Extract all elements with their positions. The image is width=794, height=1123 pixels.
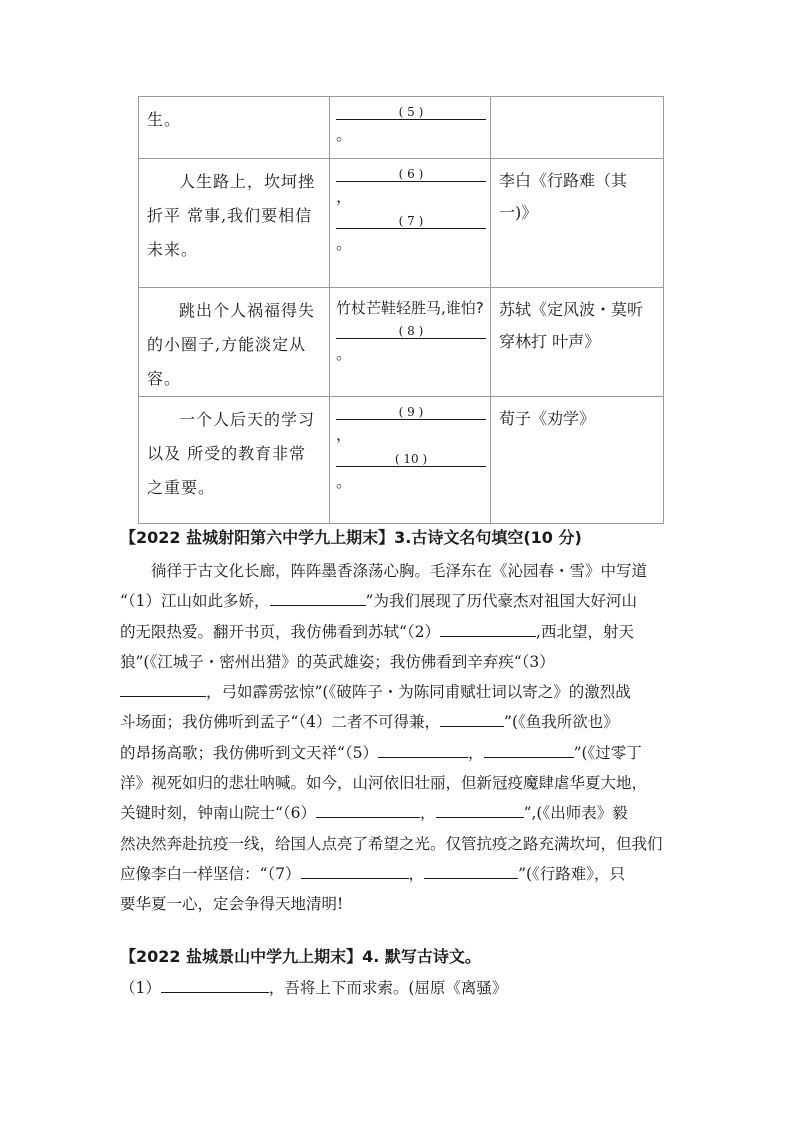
paragraph-text: ”,(《出师表》毅 <box>523 804 628 823</box>
paragraph-line <box>120 768 676 798</box>
paragraph-text: 然决然奔赴抗疫一线，给国人点亮了希望之光。仅管抗疫之路充满坎坷，但我们 <box>120 834 663 853</box>
paragraph-text: 的无限热爱。翻开书页，我仿佛看到苏轼“（2） <box>120 622 441 641</box>
punctuation: 。 <box>336 344 353 363</box>
paragraph-text: 应像李白一样坚信：“（7） <box>120 864 301 883</box>
source-text: 苏轼《定风波・莫听穿林打 叶声》 <box>499 300 644 351</box>
paragraph-text: 斗场面；我仿佛听到孟子“（4）二者不可得兼， <box>120 713 441 732</box>
punctuation: ， <box>336 187 353 206</box>
answer-blank[interactable] <box>424 862 518 879</box>
blank-cell <box>330 288 491 397</box>
answer-blank-10[interactable]: ( 10 ) <box>336 452 486 467</box>
answer-blank-7[interactable]: ( 7 ) <box>336 214 486 229</box>
blank-cell <box>330 97 491 159</box>
table-row <box>139 97 664 159</box>
punctuation: ， <box>336 425 353 444</box>
table-row <box>139 159 664 288</box>
paragraph-text: 洋》视死如归的悲壮呐喊。如今，山河依旧壮丽，但新冠疫魔肆虐华夏大地， <box>120 774 648 793</box>
verse-text: 竹杖芒鞋轻胜马,谁怕? <box>336 299 484 317</box>
blank-cell <box>330 397 491 524</box>
paragraph-line <box>120 889 676 919</box>
source-cell <box>491 288 664 397</box>
punctuation: 。 <box>336 472 353 491</box>
answer-blank[interactable] <box>436 801 524 818</box>
paragraph-line <box>120 738 676 768</box>
answer-blank-5[interactable]: ( 5 ) <box>336 105 486 120</box>
paragraph-text: 狼”(《江城子・密州出猎》的英武雄姿；我仿佛看到辛弃疾“（3） <box>120 652 555 671</box>
paragraph-text: ”(《行路难》，只 <box>518 864 626 883</box>
paragraph-text: ， <box>468 743 484 762</box>
poem-table <box>138 96 664 524</box>
answer-blank[interactable] <box>440 710 504 727</box>
paragraph-line <box>120 647 676 677</box>
answer-blank-9[interactable]: ( 9 ) <box>336 405 486 420</box>
paragraph-line <box>120 859 676 889</box>
question-4-line <box>120 973 676 1003</box>
theme-text: 一个人后天的学习以及 所受的教育非常之重要。 <box>147 410 316 497</box>
theme-text: 跳出个人祸福得失的小圈子,方能淡定从容。 <box>147 301 316 388</box>
answer-blank-8[interactable]: ( 8 ) <box>336 324 486 339</box>
answer-blank[interactable] <box>270 589 366 606</box>
table-row <box>139 397 664 524</box>
source-text <box>491 97 663 103</box>
question-4-heading: 【2022 盐城景山中学九上期末】4. 默写古诗文。 <box>120 947 481 966</box>
source-cell <box>491 397 664 524</box>
theme-cell <box>139 397 330 524</box>
paragraph-text: 的昂扬高歌；我仿佛听到文天祥“（5） <box>120 743 379 762</box>
theme-cell <box>139 288 330 397</box>
answer-blank[interactable] <box>484 741 574 758</box>
source-cell <box>491 97 664 159</box>
paragraph-text: ”为我们展现了历代豪杰对祖国大好河山 <box>365 592 637 611</box>
paragraph-text: ，弓如霹雳弦惊”(《破阵子・为陈同甫赋壮词以寄之》的激烈战 <box>206 683 631 702</box>
paragraph-text: ”(《过零丁 <box>573 743 642 762</box>
source-cell <box>491 159 664 288</box>
paragraph-line <box>120 677 676 707</box>
paragraph-text: ,西北望，射天 <box>536 622 634 641</box>
paragraph-line <box>120 707 676 737</box>
paragraph-text: ”(《鱼我所欲也》 <box>504 713 619 732</box>
paragraph-line <box>120 798 676 828</box>
answer-blank[interactable] <box>316 801 420 818</box>
paragraph-text: “（1）江山如此多娇， <box>120 592 270 611</box>
answer-blank[interactable] <box>161 976 269 993</box>
source-text: 李白《行路难（其一)》 <box>499 171 628 222</box>
answer-blank[interactable] <box>120 680 206 697</box>
source-text: 荀子《劝学》 <box>499 409 596 428</box>
punctuation: 。 <box>336 125 353 144</box>
theme-cell <box>139 159 330 288</box>
answer-blank[interactable] <box>378 741 468 758</box>
verse-text: ，吾将上下而求索。(屈原《离骚》 <box>268 979 508 997</box>
paragraph-line <box>120 617 676 647</box>
theme-text: 生。 <box>147 110 182 129</box>
paragraph-line <box>120 586 676 616</box>
punctuation: 。 <box>336 234 353 253</box>
paragraph-text: 要华夏一心，定会争得天地清明! <box>120 895 344 914</box>
paragraph-text: ， <box>408 864 425 883</box>
table-row <box>139 288 664 397</box>
answer-blank[interactable] <box>301 862 409 879</box>
paragraph-text: 徜徉于古文化长廊，阵阵墨香涤荡心胸。毛泽东在《沁园春・雪》中写道 <box>151 562 648 580</box>
theme-cell <box>139 97 330 159</box>
paragraph-text: ， <box>420 804 436 823</box>
question-3-paragraph <box>120 556 676 920</box>
paragraph-text: 关键时刻，钟南山院士“（6） <box>120 804 317 823</box>
answer-blank[interactable] <box>440 620 536 637</box>
answer-blank-6[interactable]: ( 6 ) <box>336 167 486 182</box>
item-number: （1） <box>120 979 161 997</box>
paragraph-line <box>120 556 676 586</box>
theme-text: 人生路上，坎坷挫折平 常事,我们要相信未来。 <box>147 172 316 259</box>
blank-cell <box>330 159 491 288</box>
question-3-heading: 【2022 盐城射阳第六中学九上期末】3.古诗文名句填空(10 分) <box>120 528 582 547</box>
paragraph-line <box>120 829 676 859</box>
